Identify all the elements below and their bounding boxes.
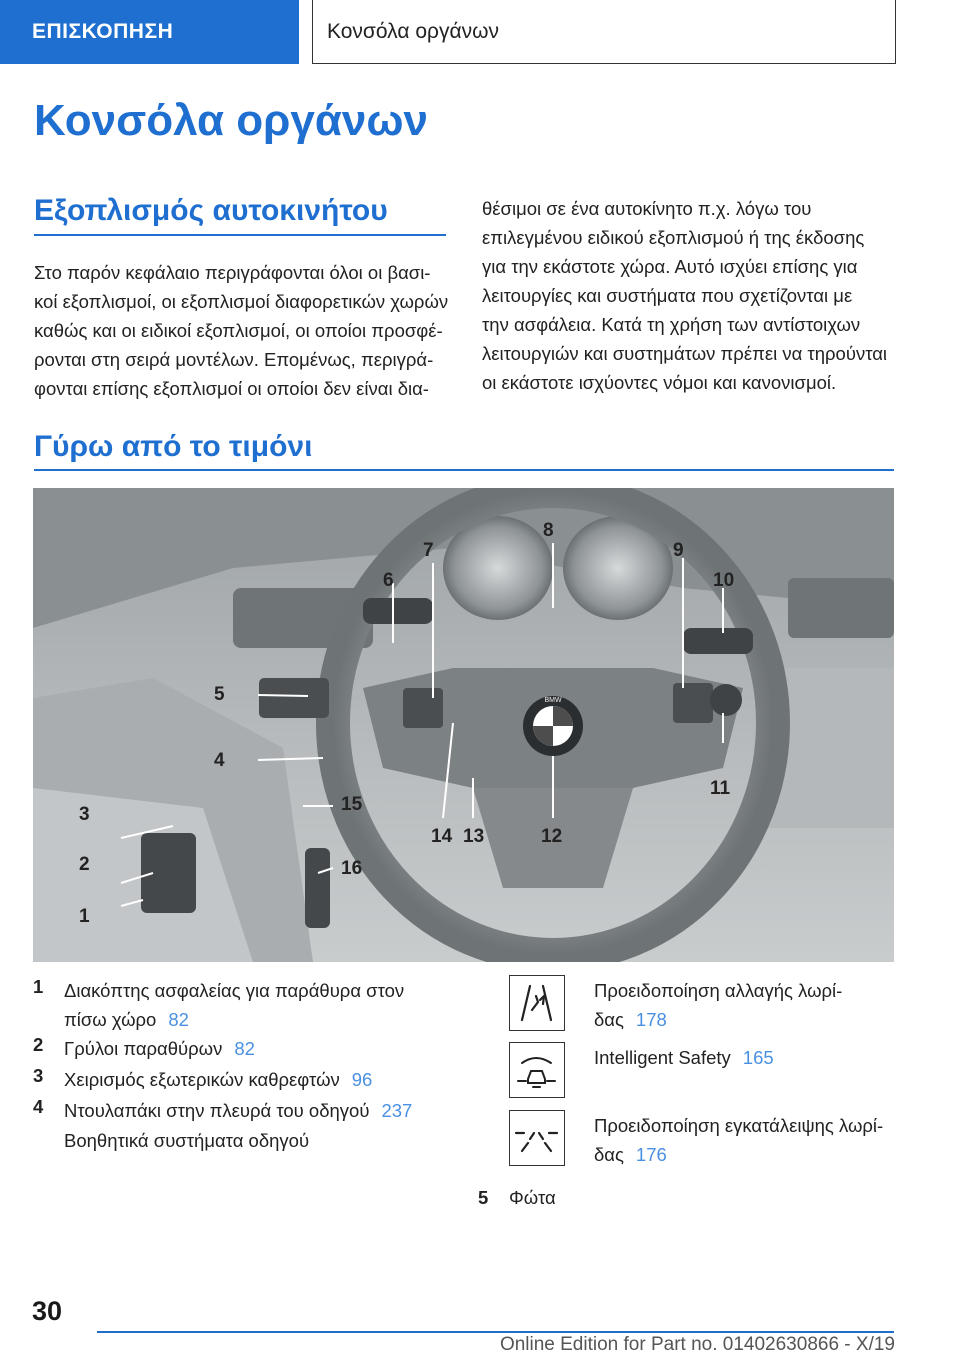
page-number: 30 [32,1296,63,1326]
text-line: την ασφάλεια. Κατά τη χρήση των αντίστοιχων [482,314,861,335]
callout-5: 5 [214,684,225,705]
intelligent-safety-icon [509,1042,565,1098]
bmw-logo-text: BMW [544,697,562,704]
callout-7: 7 [423,540,434,561]
item-text [64,1065,372,1094]
item-number: 1 [33,976,44,997]
text-line: για την εκάστοτε χώρα. Αυτό ισχύει επίσης για [482,256,858,277]
lane-departure-warning-icon [509,1110,565,1166]
item-text [594,1111,883,1169]
item-text [594,1043,774,1072]
section-tab[interactable]: ΕΠΙΣΚΟΠΗΣΗ [0,0,299,64]
text-line: φονται επίσης εξοπλισμοί οι οποίοι δεν είναι δια- [34,378,429,399]
equipment-heading: Εξοπλισμός αυτοκινήτου [34,194,388,227]
text-line: θέσιμοι σε ένα αυτοκίνητο π.χ. λόγω του [482,198,812,219]
page-ref-link[interactable]: 82 [234,1038,255,1059]
callout-8: 8 [543,520,554,541]
item-line: Βοηθητικά συστήματα οδηγού [64,1130,310,1151]
page-ref-link[interactable]: 176 [635,1144,667,1165]
item-line: πίσω χώρο [64,1009,157,1030]
text-line: λειτουργίες και συστήματα που σχετίζονται με [482,285,853,306]
footer-text: Online Edition for Part no. 01402630866 - X/19 [499,1334,895,1355]
item-line: Ντουλαπάκι στην πλευρά του οδηγού [64,1100,370,1121]
page-ref-link[interactable]: 96 [351,1069,373,1090]
text-line: κοί εξοπλισμοί, οι εξοπλισμοί διαφορετικών χωρών [34,291,449,312]
legend-list-left [33,976,473,1156]
page-ref-link[interactable]: 82 [168,1009,189,1030]
text-line: Στο παρόν κεφάλαιο περιγράφονται όλοι οι βασι- [34,262,431,283]
item-line: δας [594,1009,624,1030]
item-number: 2 [33,1034,44,1055]
item-number: 5 [478,1187,489,1208]
callout-16: 16 [341,858,363,879]
item-line: Προειδοποίηση αλλαγής λωρί- [594,980,843,1001]
callout-3: 3 [79,804,90,825]
item-text [64,976,404,1034]
page-ref-link[interactable]: 178 [635,1009,667,1030]
text-line: ρονται στη σειρά μοντέλων. Επομένως, περιγρά- [34,349,434,370]
steering-wheel-illustration [33,488,894,962]
callout-9: 9 [673,540,684,561]
callout-12: 12 [541,826,563,847]
text-line: λειτουργιών και συστημάτων πρέπει να τηρούνται [482,343,888,364]
item-line: Γρύλοι παραθύρων [64,1038,223,1059]
item-line: Χειρισμός εξωτερικών καθρεφτών [64,1069,340,1090]
item-line: Διακόπτης ασφαλείας για παράθυρα στον [64,980,405,1001]
callout-15: 15 [341,794,363,815]
callout-11: 11 [710,778,731,799]
steering-heading: Γύρω από το τιμόνι [34,430,313,463]
item-text [64,1096,412,1125]
equipment-text-right [482,194,887,397]
item-number: 3 [33,1065,44,1086]
callout-1: 1 [79,906,90,927]
callout-14: 14 [431,826,453,847]
item-line: Προειδοποίηση εγκατάλειψης λωρί- [594,1115,884,1136]
item-text [509,1183,556,1212]
steering-rule [34,469,894,471]
item-line: δας [594,1144,624,1165]
text-line: καθώς και οι ειδικοί εξοπλισμοί, οι οποίοι προσφέ- [34,320,443,341]
callout-2: 2 [79,854,90,875]
item-text [594,976,842,1034]
steering-wheel-figure [33,488,894,962]
breadcrumb: Κονσόλα οργάνων [312,0,896,64]
text-line: επιλεγμένου ειδικού εξοπλισμού ή της έκδοσης [482,227,865,248]
page-ref-link[interactable]: 237 [381,1100,413,1121]
item-line: Intelligent Safety [594,1047,731,1068]
item-text [64,1126,309,1155]
callout-4: 4 [214,750,225,771]
callout-10: 10 [713,570,735,591]
page-title: Κονσόλα οργάνων [34,96,429,145]
item-number: 4 [33,1096,44,1117]
equipment-rule [34,234,446,236]
equipment-text-left [34,258,448,403]
callout-6: 6 [383,570,394,591]
item-line: Φώτα [509,1187,556,1208]
callout-13: 13 [463,826,485,847]
item-text [64,1034,255,1063]
footer-rule [97,1331,894,1333]
lane-change-warning-icon [509,975,565,1031]
text-line: οι εκάστοτε ισχύοντες νόμοι και κανονισμοί. [482,372,837,393]
page-ref-link[interactable]: 165 [742,1047,774,1068]
